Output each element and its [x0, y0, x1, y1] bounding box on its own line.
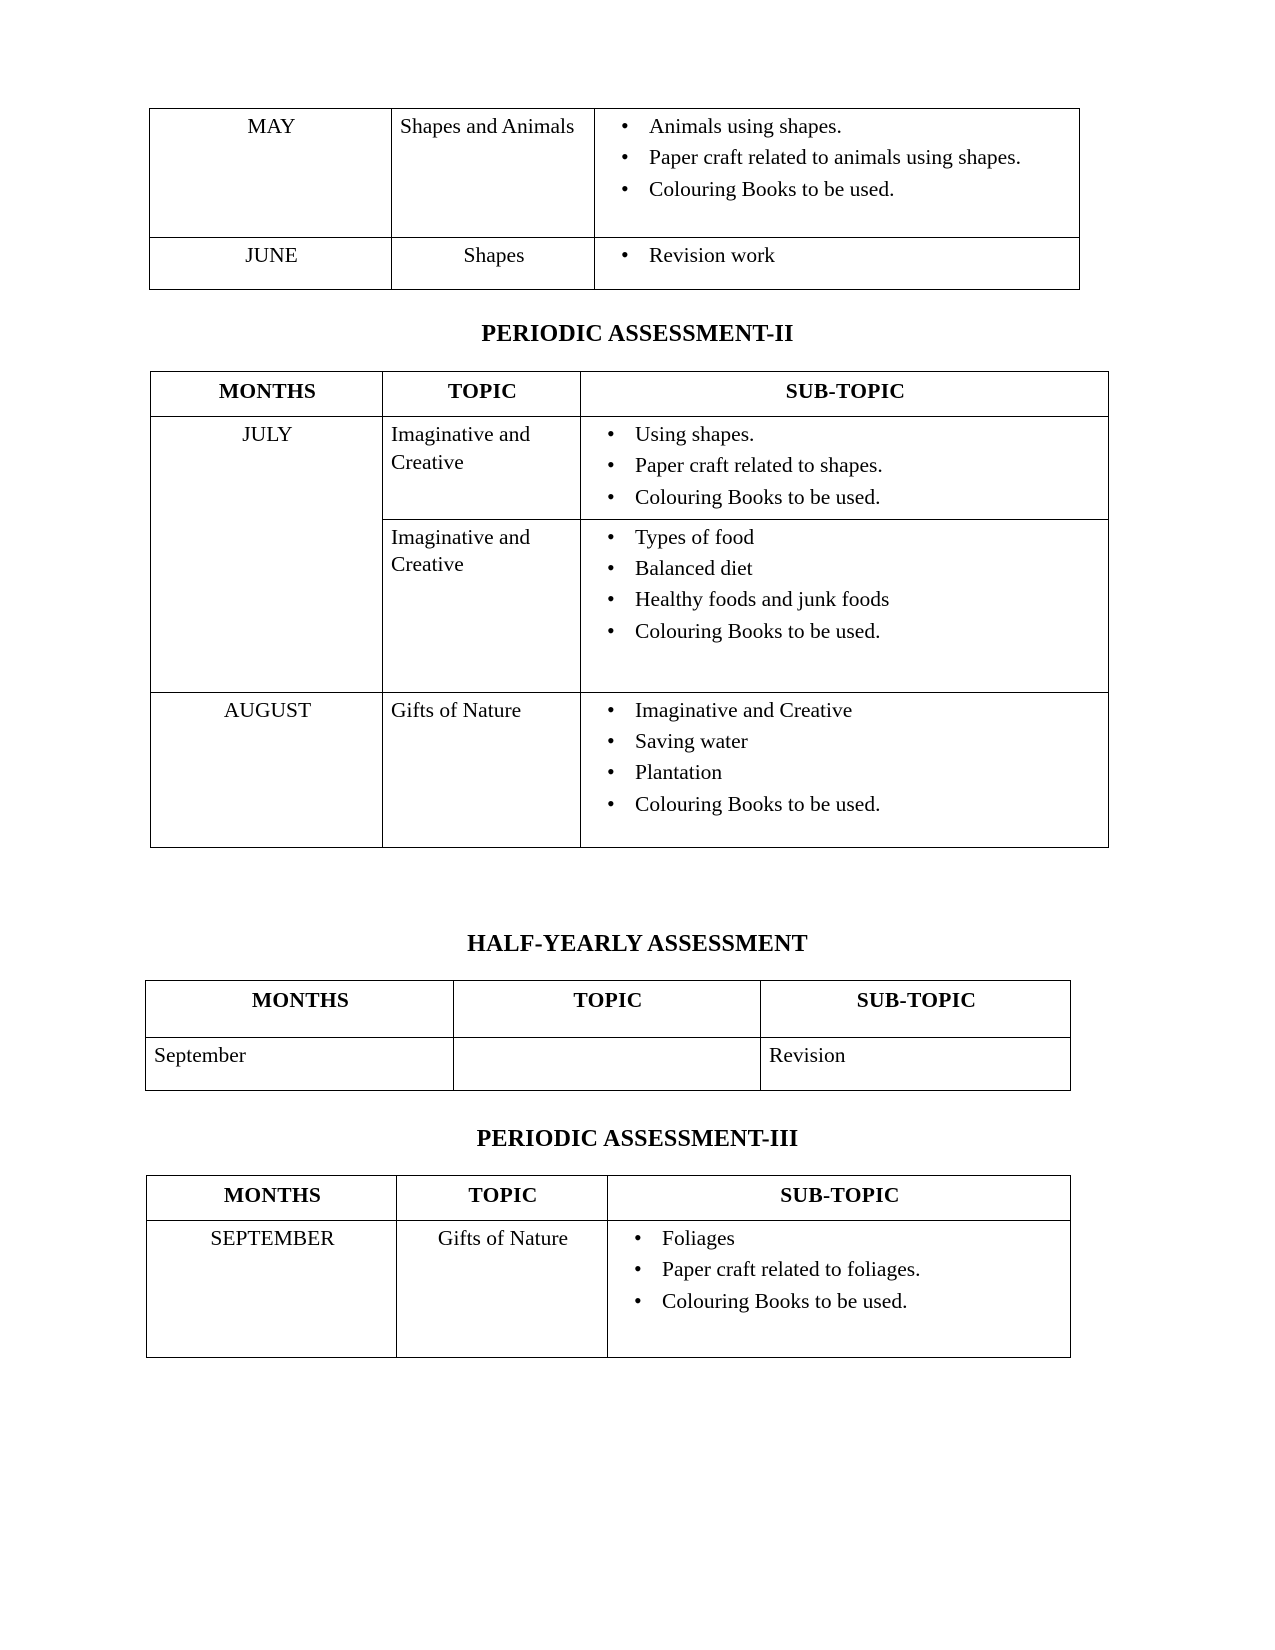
- table-may-june: [149, 108, 1080, 290]
- cell-subtopic: [595, 238, 1080, 290]
- column-header-months: MONTHS: [146, 981, 454, 1038]
- cell-topic: Shapes: [392, 238, 595, 290]
- list-item: • Colouring Books to be used.: [649, 176, 1073, 203]
- list-item: • Saving water: [635, 728, 1102, 755]
- cell-subtopic: Revision: [761, 1038, 1071, 1091]
- cell-month: JULY: [151, 417, 383, 693]
- list-item: • Colouring Books to be used.: [662, 1288, 1064, 1315]
- heading-periodic-assessment-3: PERIODIC ASSESSMENT-III: [476, 1126, 799, 1152]
- subtopic-list: [589, 697, 1102, 818]
- list-item: • Revision work: [649, 242, 1073, 269]
- table-row: [151, 692, 1109, 847]
- cell-month: MAY: [150, 109, 392, 238]
- table-header-row: [146, 981, 1071, 1038]
- list-item: • Using shapes.: [635, 421, 1102, 448]
- subtopic-list: [589, 421, 1102, 511]
- list-item: • Colouring Books to be used.: [635, 484, 1102, 511]
- list-item: • Balanced diet: [635, 555, 1102, 582]
- column-header-topic: TOPIC: [454, 981, 761, 1038]
- table-periodic-assessment-2: [150, 371, 1109, 848]
- cell-month: AUGUST: [151, 692, 383, 847]
- cell-subtopic: [608, 1221, 1071, 1358]
- cell-topic: [454, 1038, 761, 1091]
- list-item: • Healthy foods and junk foods: [635, 586, 1102, 613]
- list-item: • Paper craft related to shapes.: [635, 452, 1102, 479]
- column-header-topic: TOPIC: [383, 372, 581, 417]
- cell-topic: Shapes and Animals: [392, 109, 595, 238]
- column-header-subtopic: SUB-TOPIC: [581, 372, 1109, 417]
- cell-topic: Gifts of Nature: [383, 692, 581, 847]
- table-periodic-assessment-3: [146, 1175, 1071, 1358]
- column-header-months: MONTHS: [147, 1176, 397, 1221]
- subtopic-list: [603, 113, 1073, 203]
- heading-periodic-assessment-2: PERIODIC ASSESSMENT-II: [481, 321, 794, 347]
- list-item: • Animals using shapes.: [649, 113, 1073, 140]
- list-item: • Colouring Books to be used.: [635, 791, 1102, 818]
- table-header-row: [147, 1176, 1071, 1221]
- column-header-subtopic: SUB-TOPIC: [608, 1176, 1071, 1221]
- list-item: • Colouring Books to be used.: [635, 618, 1102, 645]
- heading-half-yearly-assessment: HALF-YEARLY ASSESSMENT: [467, 931, 808, 957]
- list-item: • Types of food: [635, 524, 1102, 551]
- column-header-subtopic: SUB-TOPIC: [761, 981, 1071, 1038]
- cell-topic: Imaginative and Creative: [383, 417, 581, 520]
- list-item: • Paper craft related to foliages.: [662, 1256, 1064, 1283]
- cell-subtopic: [581, 519, 1109, 692]
- table-row: [150, 238, 1080, 290]
- table-half-yearly: [145, 980, 1071, 1091]
- table-row: [146, 1038, 1071, 1091]
- cell-subtopic: [595, 109, 1080, 238]
- list-item: • Plantation: [635, 759, 1102, 786]
- cell-subtopic: [581, 692, 1109, 847]
- list-item: • Paper craft related to animals using shapes.: [649, 144, 1073, 171]
- cell-month: September: [146, 1038, 454, 1091]
- table-row: [150, 109, 1080, 238]
- subtopic-list: [603, 242, 1073, 269]
- cell-month: SEPTEMBER: [147, 1221, 397, 1358]
- subtopic-list: [616, 1225, 1064, 1315]
- table-row: [147, 1221, 1071, 1358]
- cell-subtopic: [581, 417, 1109, 520]
- cell-topic: Gifts of Nature: [397, 1221, 608, 1358]
- cell-month: JUNE: [150, 238, 392, 290]
- subtopic-list: [589, 524, 1102, 645]
- list-item: • Imaginative and Creative: [635, 697, 1102, 724]
- table-header-row: [151, 372, 1109, 417]
- column-header-topic: TOPIC: [397, 1176, 608, 1221]
- table-row: [151, 417, 1109, 520]
- cell-topic: Imaginative and Creative: [383, 519, 581, 692]
- list-item: • Foliages: [662, 1225, 1064, 1252]
- column-header-months: MONTHS: [151, 372, 383, 417]
